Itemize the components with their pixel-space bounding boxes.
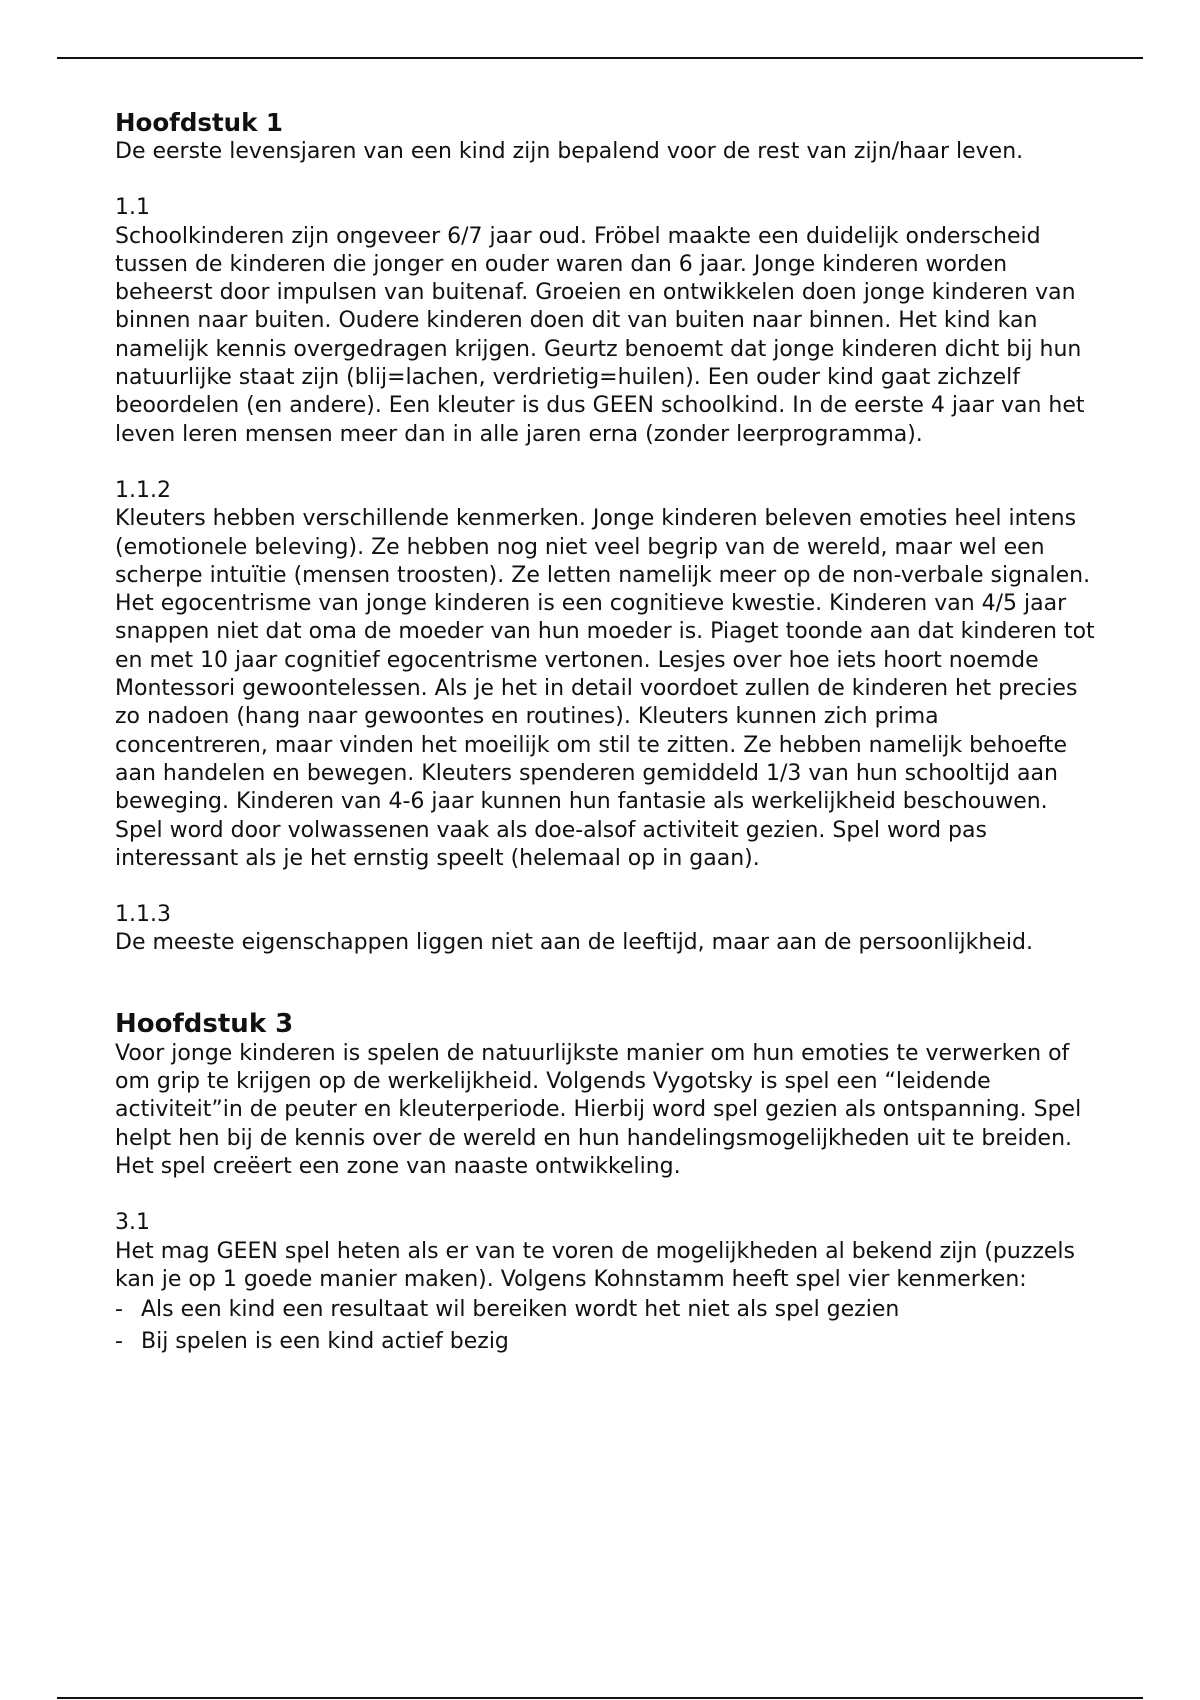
- chapter-1-heading: Hoofdstuk 1: [115, 108, 283, 137]
- bullet-list: [115, 1296, 1095, 1357]
- spacer: [115, 449, 1095, 477]
- section-number: 1.1.3: [115, 902, 171, 928]
- dash-bullet-icon: -: [115, 1329, 123, 1355]
- section-number: 1.1: [115, 195, 150, 221]
- spacer: [115, 958, 1095, 1008]
- document-body: [115, 108, 1095, 1361]
- section-number: 3.1: [115, 1210, 150, 1236]
- section-text: Kleuters hebben verschillende kenmerken. Jonge kinderen beleven emoties heel intens (emotionele beleving). Ze hebben nog niet veel begrip van de wereld, maar wel een scherpe intuïtie (mensen troosten). Ze letten namelijk meer op de non-verbale signalen. Het egocentrisme van jonge kinderen is een cognitieve kwestie. Kinderen van 4/5 jaar snappen niet dat oma de moeder van hun moeder is. Piaget toonde aan dat kinderen tot en met 10 jaar cognitief egocentrisme vertonen. Lesjes over hoe iets hoort noemde Montessori gewoontelessen. Als je het in detail voordoet zullen de kinderen het precies zo nadoen (hang naar gewoontes en routines). Kleuters kunnen zich prima concentreren, maar vinden het moeilijk om stil te zitten. Ze hebben namelijk behoefte aan handelen en bewegen. Kleuters spenderen gemiddeld 1/3 van hun schooltijd aan beweging. Kinderen van 4-6 jaar kunnen hun fantasie als werkelijkheid beschouwen. Spel word door volwassenen vaak als doe-alsof activiteit gezien. Spel word pas interessant als je het ernstig speelt (helemaal op in gaan).: [115, 506, 1095, 871]
- list-item: [115, 1296, 1095, 1324]
- spacer: [115, 1181, 1095, 1209]
- chapter-1-intro: De eerste levensjaren van een kind zijn bepalend voor de rest van zijn/haar leven.: [115, 139, 1024, 164]
- list-item: [115, 1328, 1095, 1356]
- section-number: 1.1.2: [115, 477, 171, 503]
- spacer: [115, 166, 1095, 194]
- top-rule: [57, 57, 1143, 59]
- section-text: Het mag GEEN spel heten als er van te voren de mogelijkheden al bekend zijn (puzzels kan je op 1 goede manier maken). Volgens Kohnstamm heeft spel vier kenmerken:: [115, 1238, 1075, 1292]
- section-text: Schoolkinderen zijn ongeveer 6/7 jaar oud. Fröbel maakte een duidelijk onderscheid tussen de kinderen die jonger en ouder waren dan 6 jaar. Jonge kinderen worden beheerst door impulsen van buitenaf. Groeien en ontwikkelen doen jonge kinderen van binnen naar buiten. Oudere kinderen doen dit van buiten naar binnen. Het kind kan namelijk kennis overgedragen krijgen. Geurtz benoemt dat jonge kinderen dicht bij hun natuurlijke staat zijn (blij=lachen, verdrietig=huilen). Een ouder kind gaat zichzelf beoordelen (en andere). Een kleuter is dus GEEN schoolkind. In de eerste 4 jaar van het leven leren mensen meer dan in alle jaren erna (zonder leerprogramma).: [115, 223, 1085, 447]
- chapter-3-heading: Hoofdstuk 3: [115, 1008, 294, 1039]
- list-item-text: Bij spelen is een kind actief bezig: [141, 1329, 509, 1355]
- dash-bullet-icon: -: [115, 1297, 123, 1323]
- chapter-3-intro: Voor jonge kinderen is spelen de natuurlijkste manier om hun emoties te verwerken of om grip te krijgen op de werkelijkheid. Volgends Vygotsky is spel een “leidende activiteit”in de peuter en kleuterperiode. Hierbij word spel gezien als ontspanning. Spel helpt hen bij de kennis over de wereld en hun handelingsmogelijkheden uit te breiden. Het spel creëert een zone van naaste ontwikkeling.: [115, 1040, 1082, 1179]
- list-item-text: Als een kind een resultaat wil bereiken wordt het niet als spel gezien: [141, 1297, 900, 1323]
- section-text: De meeste eigenschappen liggen niet aan de leeftijd, maar aan de persoonlijkheid.: [115, 930, 1033, 956]
- bottom-rule: [57, 1697, 1143, 1699]
- spacer: [115, 873, 1095, 901]
